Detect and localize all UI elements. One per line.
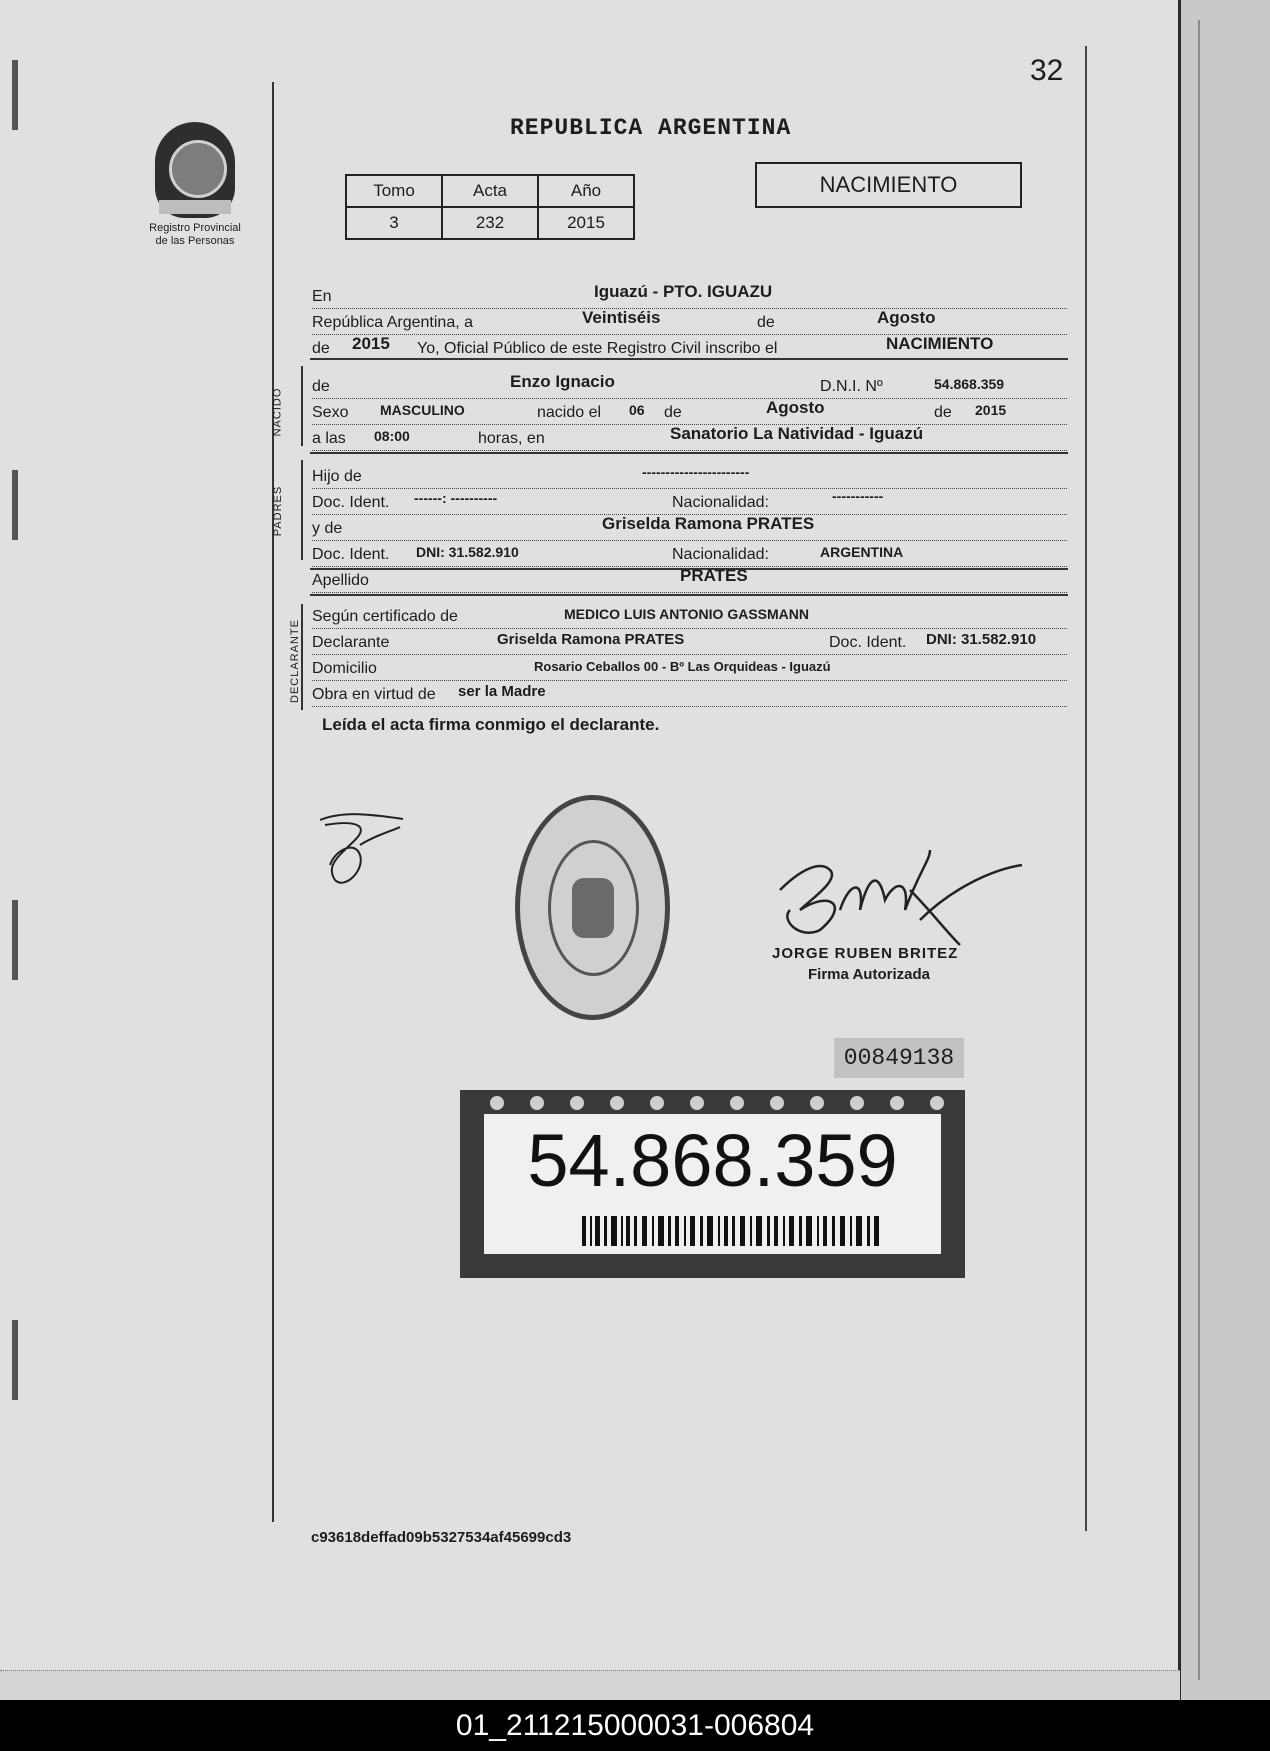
declarante-bar — [301, 604, 303, 710]
act-type-value: NACIMIENTO — [886, 334, 994, 353]
declarant-doc: DNI: 31.582.910 — [926, 631, 1037, 648]
next-page-strip — [0, 1670, 1180, 1701]
id-sticker — [460, 1090, 965, 1278]
father-name: ----------------------- — [642, 464, 750, 480]
father-nationality: ----------- — [832, 488, 884, 504]
father-doc: ------: ---------- — [414, 490, 498, 506]
address-value: Rosario Ceballos 00 - Bº Las Orquideas - Iguazú — [534, 659, 831, 674]
birth-day: 06 — [629, 402, 645, 418]
tomo-label: Tomo — [346, 175, 442, 207]
child-name: Enzo Ignacio — [510, 372, 615, 391]
section-divider — [310, 452, 1068, 454]
declarant-signature — [315, 805, 405, 895]
apellido-line: Apellido PRATES — [312, 566, 1067, 593]
registry-logo — [130, 122, 260, 262]
scan-mark — [12, 470, 18, 540]
acta-label: Acta — [442, 175, 538, 207]
obra-value: ser la Madre — [458, 683, 546, 700]
intro-line-place: En Iguazú - PTO. IGUAZU — [312, 282, 1067, 309]
scan-mark — [12, 60, 18, 130]
birth-place: Sanatorio La Natividad - Iguazú — [670, 424, 924, 443]
declarante-line-address: Domicilio Rosario Ceballos 00 - Bº Las Orquideas - Iguazú — [312, 654, 1067, 681]
intro-line-year: de 2015 Yo, Oficial Público de este Registro Civil inscribo el NACIMIENTO — [312, 334, 994, 357]
serial-number: 00849138 — [834, 1038, 964, 1078]
left-margin-line — [272, 82, 274, 1522]
nacido-line-name: de Enzo Ignacio D.N.I. Nº 54.868.359 — [312, 372, 1067, 399]
page-background-strip — [1181, 0, 1270, 1700]
scan-filename: 01_211215000031-006804 — [0, 1700, 1270, 1751]
place-value: Iguazú - PTO. IGUAZU — [594, 282, 773, 301]
padres-line-father: Hijo de ----------------------- — [312, 462, 1067, 489]
record-table — [345, 174, 635, 240]
official-signature — [770, 850, 1030, 950]
padres-line-mother-doc: Doc. Ident. DNI: 31.582.910 Nacionalidad: ARGENTINA — [312, 540, 1067, 567]
padres-bar — [301, 460, 303, 560]
official-role: Firma Autorizada — [808, 966, 930, 983]
surname-value: PRATES — [680, 566, 748, 585]
barcode-icon — [582, 1216, 882, 1246]
document-title: REPUBLICA ARGENTINA — [510, 115, 792, 141]
acta-value: 232 — [442, 207, 538, 239]
crest-icon — [155, 122, 235, 218]
record-type-box: NACIMIENTO — [755, 162, 1022, 208]
sex-value: MASCULINO — [380, 402, 465, 418]
mother-name: Griselda Ramona PRATES — [602, 514, 815, 533]
cert-value: MEDICO LUIS ANTONIO GASSMANN — [564, 606, 810, 622]
mother-nationality: ARGENTINA — [820, 544, 904, 560]
declarant-name: Griselda Ramona PRATES — [497, 631, 685, 648]
intro-line-date: República Argentina, a Veintiséis de Agosto — [312, 308, 1067, 335]
anio-value: 2015 — [538, 207, 634, 239]
tomo-value: 3 — [346, 207, 442, 239]
logo-caption: Registro Provincial de las Personas — [149, 222, 241, 247]
section-divider — [310, 358, 1068, 360]
scan-mark — [12, 900, 18, 980]
section-divider — [310, 594, 1068, 596]
right-margin-line — [1085, 46, 1087, 1531]
padres-line-mother: y de Griselda Ramona PRATES — [312, 514, 1067, 541]
birth-time: 08:00 — [374, 428, 410, 444]
year-value: 2015 — [352, 334, 390, 353]
registry-seal — [515, 795, 670, 1020]
declarante-line-name: Declarante Griselda Ramona PRATES Doc. Ident. DNI: 31.582.910 — [312, 628, 1067, 655]
birth-month: Agosto — [766, 398, 825, 417]
nacido-line-birth: Sexo MASCULINO nacido el 06 de Agosto de 2015 — [312, 398, 1067, 425]
padres-line-father-doc: Doc. Ident. ------: ---------- Nacionalidad: ----------- — [312, 488, 1067, 515]
declarante-line-cert: Según certificado de MEDICO LUIS ANTONIO GASSMANN — [312, 602, 1067, 629]
id-sticker-number: 54.868.359 — [527, 1119, 898, 1202]
month-value: Agosto — [877, 308, 936, 327]
page-number: 32 — [1030, 54, 1064, 87]
child-dni: 54.868.359 — [934, 376, 1005, 392]
anio-label: Año — [538, 175, 634, 207]
declarante-line-obra: Obra en virtud de ser la Madre — [312, 680, 1067, 707]
nacido-line-time: a las 08:00 horas, en Sanatorio La Natividad - Iguazú — [312, 424, 1067, 451]
page-fold-line — [1198, 20, 1200, 1680]
mother-doc: DNI: 31.582.910 — [416, 544, 519, 560]
birth-year: 2015 — [975, 402, 1007, 418]
official-name: JORGE RUBEN BRITEZ — [772, 945, 959, 962]
closing-statement: Leída el acta firma conmigo el declarante. — [322, 715, 660, 734]
day-value: Veintiséis — [582, 308, 661, 327]
document-hash: c93618deffad09b5327534af45699cd3 — [311, 1529, 572, 1546]
scan-mark — [12, 1320, 18, 1400]
nacido-bar — [301, 366, 303, 446]
